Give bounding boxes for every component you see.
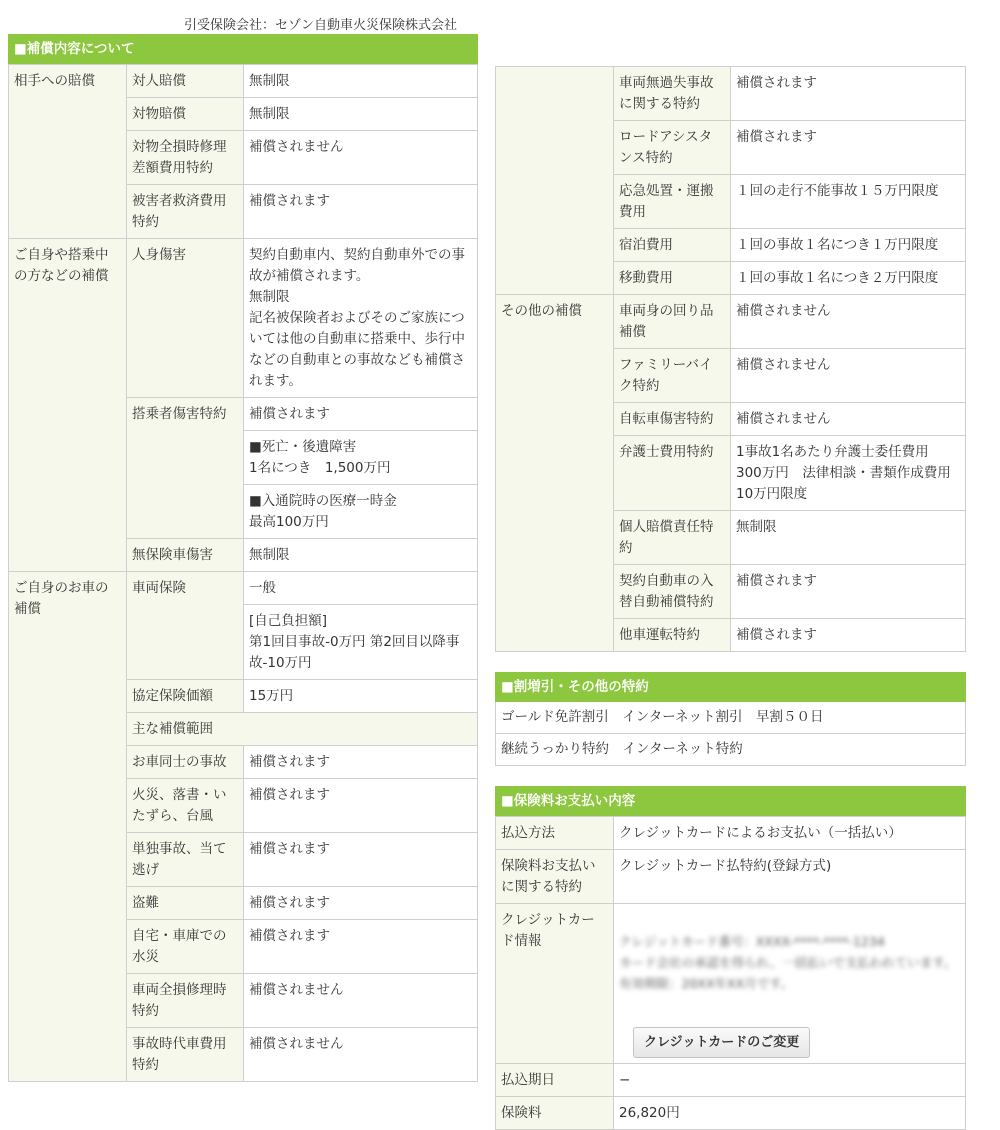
card-info-row: [496, 904, 966, 1064]
coverage-item: 単独事故、当て 逃げ: [127, 833, 244, 887]
coverage-value: ■死亡・後遺障害 1名につき 1,500万円: [244, 431, 478, 485]
coverage-left-column: [8, 34, 478, 1082]
coverage-value: 補償されます: [731, 619, 966, 652]
coverage-value: 補償されます: [244, 779, 478, 833]
coverage-row: [496, 295, 966, 349]
coverage-value: 補償されません: [244, 974, 478, 1028]
coverage-value: ■入通院時の医療一時金 最高100万円: [244, 485, 478, 539]
coverage-value: 1事故1名あたり弁護士委任費用 300万円 法律相談・書類作成費用 10万円限度: [731, 436, 966, 511]
card-info-blurred: クレジットカード番号：XXXX-****-****-1234 カード会社の承認を得られ、一括払いで支払われています。 有効期限：20XX年XX月です。: [619, 934, 957, 991]
coverage-item: 事故時代車費用 特約: [127, 1028, 244, 1082]
coverage-item: 協定保険価額: [127, 680, 244, 713]
coverage-item: 応急処置・運搬 費用: [614, 175, 731, 229]
coverage-item: 自宅・車庫での 水災: [127, 920, 244, 974]
coverage-item: 主な補償範囲: [127, 713, 478, 746]
coverage-value: [自己負担額] 第1回目事故-0万円 第2回目以降事 故-10万円: [244, 605, 478, 680]
payment-due-row: [496, 1064, 966, 1097]
coverage-category: ご自身や搭乗中 の方などの補償: [9, 239, 127, 572]
coverage-category: 相手への賠償: [9, 65, 127, 239]
coverage-table-right: [495, 66, 966, 652]
coverage-row: [9, 239, 478, 398]
coverage-value: 補償されません: [731, 349, 966, 403]
coverage-item: お車同士の事故: [127, 746, 244, 779]
coverage-item: 車両身の回り品 補償: [614, 295, 731, 349]
payment-header: ■保険料お支払い内容: [495, 786, 966, 816]
coverage-row: [9, 572, 478, 605]
coverage-value: 補償されます: [731, 67, 966, 121]
coverage-item: 搭乗者傷害特約: [127, 398, 244, 539]
coverage-value: 無制限: [731, 511, 966, 565]
payment-method-label: 払込方法: [496, 817, 614, 850]
payment-special-value: クレジットカード払特約(登録方式): [614, 850, 966, 904]
coverage-item: 対人賠償: [127, 65, 244, 98]
coverage-value: 契約自動車内、契約自動車外での事 故が補償されます。 無制限 記名被保険者およびそのご家族につ いては他の自動車に搭乗中、歩行中 などの自動車との事故なども補償さ れます。: [244, 239, 478, 398]
coverage-value: １回の事故１名につき２万円限度: [731, 262, 966, 295]
coverage-right-column: [495, 66, 966, 1130]
coverage-value: 補償されます: [731, 565, 966, 619]
coverage-value: 補償されません: [731, 295, 966, 349]
insurer-label: 引受保険会社：セゾン自動車火災保険株式会社: [184, 18, 458, 33]
coverage-category: [496, 67, 614, 295]
card-info-cell: [614, 904, 966, 1064]
payment-table: [495, 816, 966, 1130]
coverage-value: 補償されます: [244, 887, 478, 920]
coverage-value: 補償されます: [244, 746, 478, 779]
discount-row: ゴールド免許割引 インターネット割引 早割５０日: [495, 702, 966, 734]
coverage-item: 車両全損修理時 特約: [127, 974, 244, 1028]
coverage-item: 車両保険: [127, 572, 244, 680]
coverage-item: 対物全損時修理 差額費用特約: [127, 131, 244, 185]
coverage-item: 宿泊費用: [614, 229, 731, 262]
coverage-value: １回の走行不能事故１５万円限度: [731, 175, 966, 229]
coverage-item: 個人賠償責任特 約: [614, 511, 731, 565]
coverage-value: 15万円: [244, 680, 478, 713]
discounts-header: ■割増引・その他の特約: [495, 672, 966, 702]
coverage-item: 火災、落書・い たずら、台風: [127, 779, 244, 833]
coverage-item: ファミリーバイ ク特約: [614, 349, 731, 403]
card-info-label: クレジットカー ド情報: [496, 904, 614, 1064]
coverage-item: 無保険車傷害: [127, 539, 244, 572]
coverage-value: 一般: [244, 572, 478, 605]
premium-row: [496, 1097, 966, 1130]
coverage-value: 無制限: [244, 98, 478, 131]
coverage-value: 無制限: [244, 65, 478, 98]
premium-label: 保険料: [496, 1097, 614, 1130]
coverage-value: 補償されます: [244, 920, 478, 974]
coverage-row: [496, 67, 966, 121]
coverage-item: 契約自動車の入 替自動補償特約: [614, 565, 731, 619]
payment-due-label: 払込期日: [496, 1064, 614, 1097]
payment-method-value: クレジットカードによるお支払い（一括払い）: [614, 817, 966, 850]
coverage-value: 補償されます: [244, 185, 478, 239]
premium-value: 26,820円: [614, 1097, 966, 1130]
coverage-item: 盗難: [127, 887, 244, 920]
coverage-value: 補償されます: [244, 398, 478, 431]
coverage-item: 他車運転特約: [614, 619, 731, 652]
coverage-item: 被害者救済費用 特約: [127, 185, 244, 239]
coverage-item: 移動費用: [614, 262, 731, 295]
coverage-item: 自転車傷害特約: [614, 403, 731, 436]
change-card-button[interactable]: クレジットカードのご変更: [633, 1027, 810, 1058]
coverage-item: 車両無過失事故 に関する特約: [614, 67, 731, 121]
coverage-value: 補償されません: [244, 131, 478, 185]
coverage-value: 無制限: [244, 539, 478, 572]
coverage-table-left: [8, 64, 478, 1082]
coverage-row: [9, 65, 478, 98]
coverage-item: 対物賠償: [127, 98, 244, 131]
coverage-value: 補償されます: [731, 121, 966, 175]
payment-special-label: 保険料お支払い に関する特約: [496, 850, 614, 904]
coverage-value: １回の事故１名につき１万円限度: [731, 229, 966, 262]
coverage-header: ■補償内容について: [8, 34, 478, 64]
coverage-item: ロードアシスタ ンス特約: [614, 121, 731, 175]
coverage-category: ご自身のお車の 補償: [9, 572, 127, 1082]
payment-special-row: [496, 850, 966, 904]
coverage-category: その他の補償: [496, 295, 614, 652]
discount-row: 継続うっかり特約 インターネット特約: [495, 734, 966, 766]
payment-due-value: −: [614, 1064, 966, 1097]
coverage-value: 補償されません: [244, 1028, 478, 1082]
coverage-item: 弁護士費用特約: [614, 436, 731, 511]
coverage-value: 補償されます: [244, 833, 478, 887]
payment-method-row: [496, 817, 966, 850]
coverage-item: 人身傷害: [127, 239, 244, 398]
coverage-value: 補償されません: [731, 403, 966, 436]
